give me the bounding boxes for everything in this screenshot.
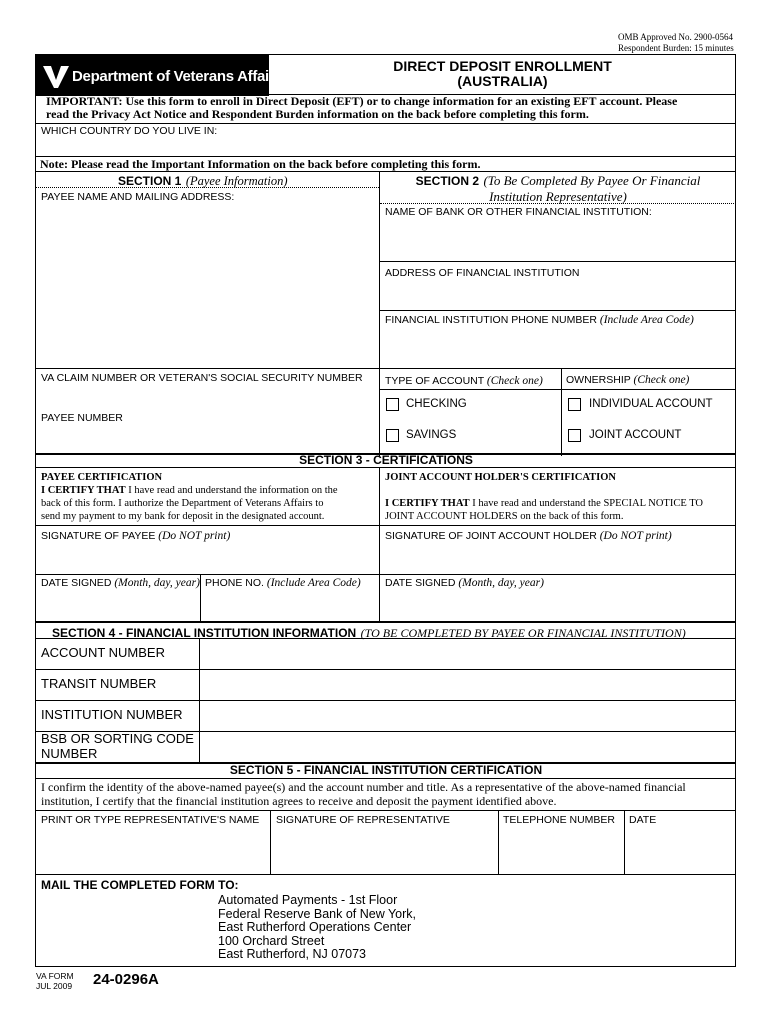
ownership-label: OWNERSHIP (Check one) [566, 374, 690, 386]
account-type-label: TYPE OF ACCOUNT (Check one) [385, 375, 543, 387]
joint-date-signed-field[interactable] [382, 592, 734, 618]
va-form-label: VA FORM [36, 971, 74, 981]
joint-account-label: JOINT ACCOUNT [589, 429, 682, 441]
date-signed-label: DATE SIGNED (Month, day, year) [41, 577, 200, 589]
payee-number-label: PAYEE NUMBER [41, 412, 123, 424]
rep-signature-field[interactable] [273, 828, 496, 871]
section3-heading: SECTION 3 - CERTIFICATIONS [299, 453, 473, 467]
individual-account-label: INDIVIDUAL ACCOUNT [589, 398, 713, 410]
form-date: JUL 2009 [36, 981, 73, 991]
joint-signature-field[interactable] [382, 545, 734, 572]
mail-heading: MAIL THE COMPLETED FORM TO: [41, 878, 239, 892]
date-signed-field[interactable] [38, 592, 198, 618]
important-notice: IMPORTANT: Use this form to enroll in Direct Deposit (EFT) or to change information for an existing EFT account. Please read the Privacy Act Notice and Respondent Burden information on the back before completing this form. [46, 94, 678, 121]
rep-date-field[interactable] [627, 828, 734, 871]
claim-number-label: VA CLAIM NUMBER OR VETERAN'S SOCIAL SECURITY NUMBER [41, 372, 363, 384]
rep-signature-label: SIGNATURE OF REPRESENTATIVE [276, 814, 450, 826]
omb-number: OMB Approved No. 2900-0564 [618, 32, 733, 42]
payee-name-address-field[interactable] [38, 204, 376, 364]
va-logo [36, 55, 283, 96]
form-title: DIRECT DEPOSIT ENROLLMENT [393, 58, 612, 74]
rep-name-field[interactable] [38, 828, 268, 871]
rep-telephone-field[interactable] [501, 828, 622, 871]
joint-signature-label: SIGNATURE OF JOINT ACCOUNT HOLDER (Do NOT print) [385, 530, 672, 542]
country-label: WHICH COUNTRY DO YOU LIVE IN: [41, 125, 218, 137]
country-field[interactable] [36, 138, 735, 155]
payee-number-field[interactable] [38, 425, 376, 449]
section2-heading: SECTION 2 (To Be Completed By Payee Or Financial Institution Representative) [415, 173, 701, 204]
joint-certification: JOINT ACCOUNT HOLDER'S CERTIFICATION I CERTIFY THAT I have read and understand the SPECIAL NOTICE TO JOINT ACCOUNT HOLDERS on the back of this form. [385, 472, 704, 522]
section1-heading: SECTION 1 (Payee Information) [118, 174, 288, 188]
mailing-address: Automated Payments - 1st Floor Federal Reserve Bank of New York, East Rutherford Operations Center 100 Orchard Street East Rutherford, NJ 07073 [218, 893, 417, 961]
transit-number-field[interactable] [201, 671, 734, 698]
bsb-code-label: BSB OR SORTING CODE NUMBER [41, 731, 194, 761]
logo-text: Department of Veterans Affairs [72, 68, 283, 85]
payee-name-label: PAYEE NAME AND MAILING ADDRESS: [41, 191, 235, 203]
form-title-country: (AUSTRALIA) [457, 73, 548, 89]
institution-number-field[interactable] [201, 702, 734, 729]
respondent-burden: Respondent Burden: 15 minutes [618, 43, 734, 53]
note-text: Note: Please read the Important Information on the back before completing this form. [40, 157, 481, 171]
rep-date-label: DATE [629, 814, 657, 826]
bank-address-label: ADDRESS OF FINANCIAL INSTITUTION [385, 267, 580, 279]
savings-label: SAVINGS [406, 429, 457, 441]
institution-number-label: INSTITUTION NUMBER [41, 707, 183, 722]
transit-number-label: TRANSIT NUMBER [41, 676, 157, 691]
checking-checkbox[interactable] [386, 398, 399, 411]
bank-phone-label: FINANCIAL INSTITUTION PHONE NUMBER (Include Area Code) [385, 314, 694, 326]
payee-certification: PAYEE CERTIFICATION I CERTIFY THAT I have read and understand the information on the back of this form. I authorize the Department of Veterans Affairs to send my payment to my bank for deposit in the designated account. [41, 472, 338, 522]
bsb-code-field[interactable] [201, 733, 734, 760]
section5-statement: I confirm the identity of the above-named payee(s) and the account number and title. As a representative of the above-named financial institution, I certify that the financial institution agrees to receive and deposit the payment identified above. [41, 780, 686, 808]
joint-date-signed-label: DATE SIGNED (Month, day, year) [385, 577, 544, 589]
payee-signature-label: SIGNATURE OF PAYEE (Do NOT print) [41, 530, 231, 542]
section5-heading: SECTION 5 - FINANCIAL INSTITUTION CERTIFICATION [229, 763, 543, 777]
individual-account-checkbox[interactable] [568, 398, 581, 411]
phone-number-field[interactable] [202, 592, 377, 618]
bank-phone-field[interactable] [382, 330, 734, 366]
checking-label: CHECKING [406, 398, 467, 410]
bank-address-field[interactable] [382, 281, 734, 308]
savings-checkbox[interactable] [386, 429, 399, 442]
rep-name-label: PRINT OR TYPE REPRESENTATIVE'S NAME [41, 814, 260, 826]
payee-signature-field[interactable] [38, 545, 376, 572]
va-seal-icon [41, 60, 71, 90]
account-number-field[interactable] [201, 640, 734, 667]
bank-name-label: NAME OF BANK OR OTHER FINANCIAL INSTITUTION: [385, 206, 652, 218]
section4-heading: SECTION 4 - FINANCIAL INSTITUTION INFORMATION (TO BE COMPLETED BY PAYEE OR FINANCIAL INSTITUTION) [52, 626, 686, 640]
joint-account-checkbox[interactable] [568, 429, 581, 442]
rep-telephone-label: TELEPHONE NUMBER [503, 814, 616, 826]
bank-name-field[interactable] [382, 220, 734, 258]
phone-number-label: PHONE NO. (Include Area Code) [205, 577, 361, 589]
claim-number-field[interactable] [38, 385, 376, 405]
account-number-label: ACCOUNT NUMBER [41, 645, 165, 660]
form-number: 24-0296A [93, 971, 159, 988]
